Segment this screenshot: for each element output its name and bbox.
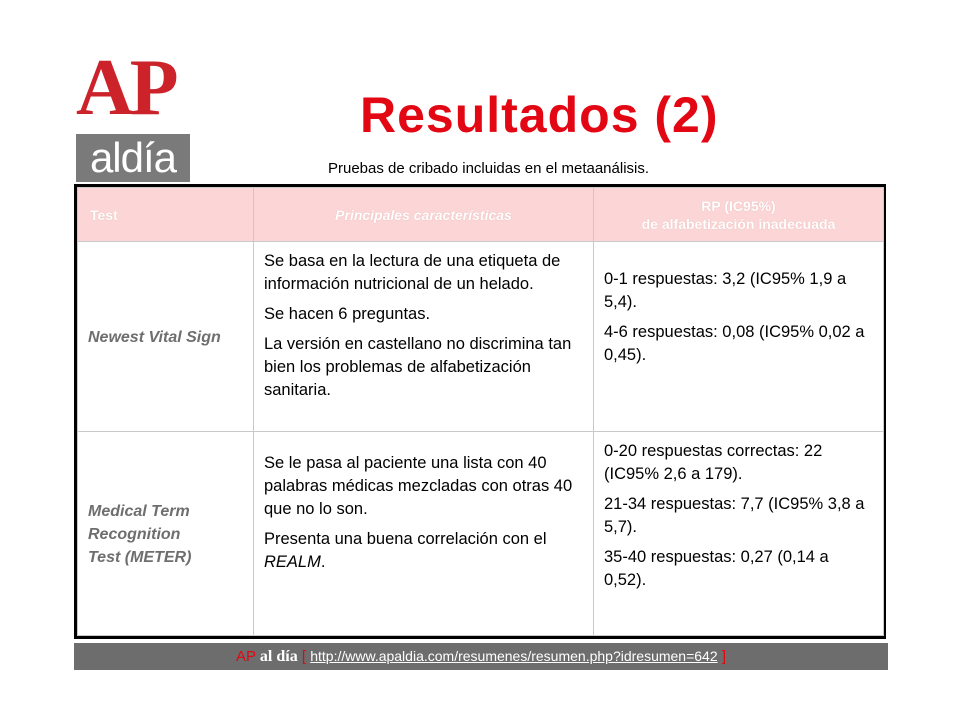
test-name-line: Recognition [88, 526, 181, 543]
footer-bracket-close: ] [721, 648, 726, 665]
results-cell-meter [594, 432, 884, 636]
header-rp-line2: de alfabetización inadecuada [641, 215, 836, 232]
footer-brand-aldia: al día [259, 648, 298, 665]
logo-aldia-text: aldía [76, 134, 190, 182]
feature-text: Se le pasa al paciente una lista con 40 palabras médicas mezcladas con otras 40 que no lo son. [264, 454, 573, 518]
result-text: 21-34 respuestas: 7,7 (IC95% 3,8 a 5,7). [604, 495, 865, 536]
footer-source-link[interactable]: http://www.apaldia.com/resumenes/resumen.php?idresumen=642 [310, 648, 718, 664]
results-cell-nvs [594, 242, 884, 432]
test-name-acronym: METER [130, 549, 187, 566]
test-name-meter [78, 432, 254, 636]
table-header-row [78, 188, 884, 242]
table-row [78, 242, 884, 432]
feature-text: Se hacen 6 preguntas. [264, 305, 431, 323]
footer-bar [74, 643, 888, 670]
realm-acronym: REALM [264, 553, 321, 571]
features-cell-nvs [254, 242, 594, 432]
feature-text [264, 528, 585, 574]
results-table-container [74, 184, 886, 639]
feature-text-part: . [320, 553, 326, 571]
header-rp [594, 188, 884, 242]
result-text: 35-40 respuestas: 0,27 (0,14 a 0,52). [604, 548, 829, 589]
footer-brand-ap: AP [236, 648, 256, 665]
footer-bracket-open: [ [301, 648, 307, 665]
header-test: Test [78, 188, 254, 242]
test-name-line: Medical Term [88, 503, 190, 520]
header-rp-line1: RP (IC95%) [701, 197, 776, 214]
slide-title: Resultados (2) [360, 87, 719, 143]
test-name-nvs: Newest Vital Sign [78, 242, 254, 432]
apaldia-logo [74, 44, 190, 182]
logo-ap-text: AP [76, 44, 175, 132]
result-text: 4-6 respuestas: 0,08 (IC95% 0,02 a 0,45). [604, 323, 865, 364]
features-cell-meter [254, 432, 594, 636]
test-name-line: Test ( [88, 549, 131, 566]
table-row [78, 432, 884, 636]
result-text: 0-20 respuestas correctas: 22 (IC95% 2,6 a 179). [604, 442, 823, 483]
slide-subtitle: Pruebas de cribado incluidas en el metaanálisis. [328, 160, 650, 177]
feature-text: La versión en castellano no discrimina tan bien los problemas de alfabetización sanitaria. [264, 335, 572, 399]
result-text: 0-1 respuestas: 3,2 (IC95% 1,9 a 5,4). [604, 270, 847, 311]
header-features: Principales características [254, 188, 594, 242]
test-name-line: ) [186, 549, 192, 566]
feature-text: Se basa en la lectura de una etiqueta de información nutricional de un helado. [264, 252, 561, 293]
results-table [77, 187, 884, 636]
feature-text-part: Presenta una buena correlación con el [264, 530, 547, 548]
